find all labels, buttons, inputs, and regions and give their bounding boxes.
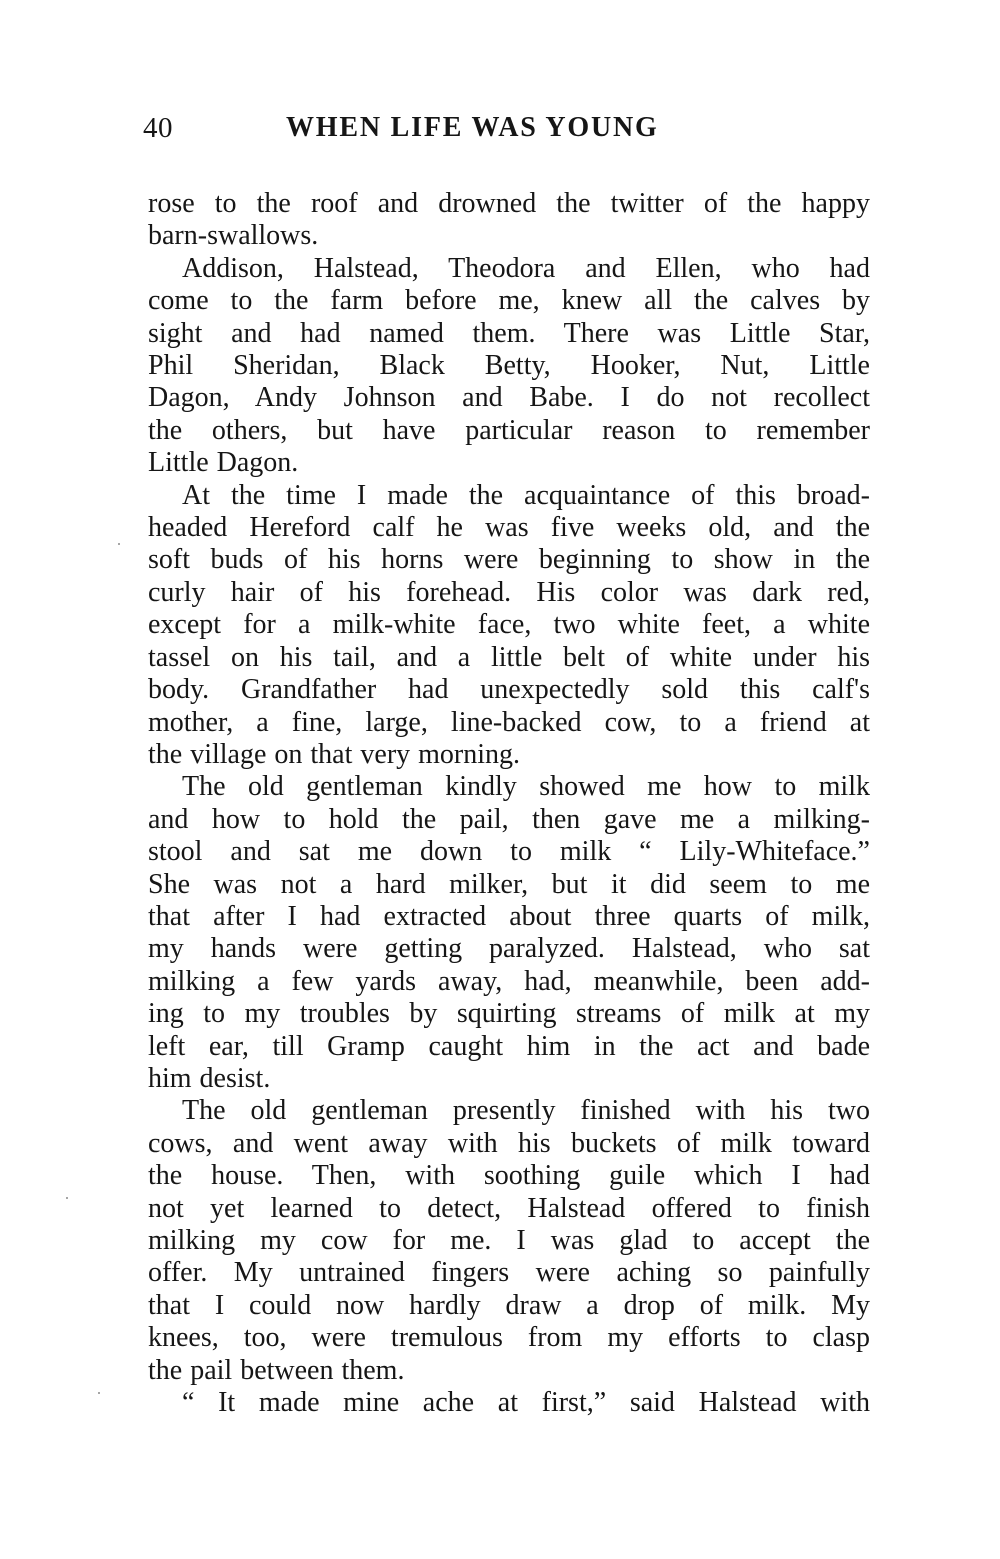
text-line: milking a few yards away, had, meanwhile, been add- (148, 965, 870, 997)
page-number: 40 (143, 112, 173, 144)
text-line: the pail between them. (148, 1354, 405, 1386)
text-line: barn-swallows. (148, 220, 319, 252)
text-line: curly hair of his forehead. His color was dark red, (148, 576, 870, 608)
text-line: headed Hereford calf he was five weeks old, and the (148, 512, 870, 544)
text-line: mother, a fine, large, line-backed cow, to a friend at (148, 706, 870, 738)
text-line: body. Grandfather had unexpectedly sold this calf's (148, 674, 870, 706)
text-line: “ It made mine ache at first,” said Halstead with (182, 1387, 870, 1419)
scan-speck (118, 543, 120, 545)
text-line: sight and had named them. There was Little Star, (148, 317, 870, 349)
text-line: the house. Then, with soothing guile which I had (148, 1160, 870, 1192)
text-line: the others, but have particular reason to remember (148, 414, 870, 446)
text-line: The old gentleman kindly showed me how to milk (182, 771, 870, 803)
text-line: him desist. (148, 1062, 271, 1094)
text-line: The old gentleman presently finished with his two (182, 1095, 870, 1127)
text-line: milking my cow for me. I was glad to accept the (148, 1225, 870, 1256)
body-text (148, 188, 870, 1419)
text-line: ing to my troubles by squirting streams of milk at my (148, 998, 870, 1030)
running-head (143, 112, 733, 156)
text-line: tassel on his tail, and a little belt of white under his (148, 641, 870, 673)
text-line: come to the farm before me, knew all the calves by (148, 285, 870, 317)
text-line: the village on that very morning. (148, 738, 521, 770)
text-line: Dagon, Andy Johnson and Babe. I do not recollect (148, 382, 870, 414)
text-line: not yet learned to detect, Halstead offered to finish (148, 1192, 870, 1224)
text-line: Little Dagon. (148, 447, 299, 479)
text-line: She was not a hard milker, but it did seem to me (148, 868, 870, 900)
paragraph (148, 1095, 870, 1387)
scan-speck (98, 1392, 100, 1394)
text-line: At the time I made the acquaintance of this broad- (182, 479, 870, 511)
text-line: rose to the roof and drowned the twitter of the happy (148, 188, 870, 219)
text-line: Addison, Halstead, Theodora and Ellen, who had (182, 252, 870, 284)
text-line: offer. My untrained fingers were aching so painfully (148, 1257, 870, 1289)
text-line: cows, and went away with his buckets of milk toward (148, 1127, 870, 1159)
text-line: Phil Sheridan, Black Betty, Hooker, Nut, Little (148, 350, 870, 382)
text-line: except for a milk-white face, two white feet, a white (148, 609, 870, 641)
text-line: knees, too, were tremulous from my efforts to clasp (148, 1322, 870, 1354)
text-line: stool and sat me down to milk “ Lily-Whiteface.” (148, 836, 870, 868)
scan-speck (66, 1197, 68, 1199)
paragraph (148, 253, 870, 480)
text-line: my hands were getting paralyzed. Halstead, who sat (148, 933, 870, 965)
paragraph (148, 188, 870, 253)
text-line: soft buds of his horns were beginning to show in the (148, 544, 870, 576)
text-line: that after I had extracted about three quarts of milk, (148, 900, 870, 932)
text-line: and how to hold the pail, then gave me a milking- (148, 803, 870, 835)
text-line: left ear, till Gramp caught him in the act and bade (148, 1030, 870, 1062)
book-title: WHEN LIFE WAS YOUNG (286, 112, 659, 143)
text-line: that I could now hardly draw a drop of milk. My (148, 1289, 870, 1321)
paragraph (148, 1387, 870, 1419)
paragraph (148, 480, 870, 772)
paragraph (148, 771, 870, 1095)
